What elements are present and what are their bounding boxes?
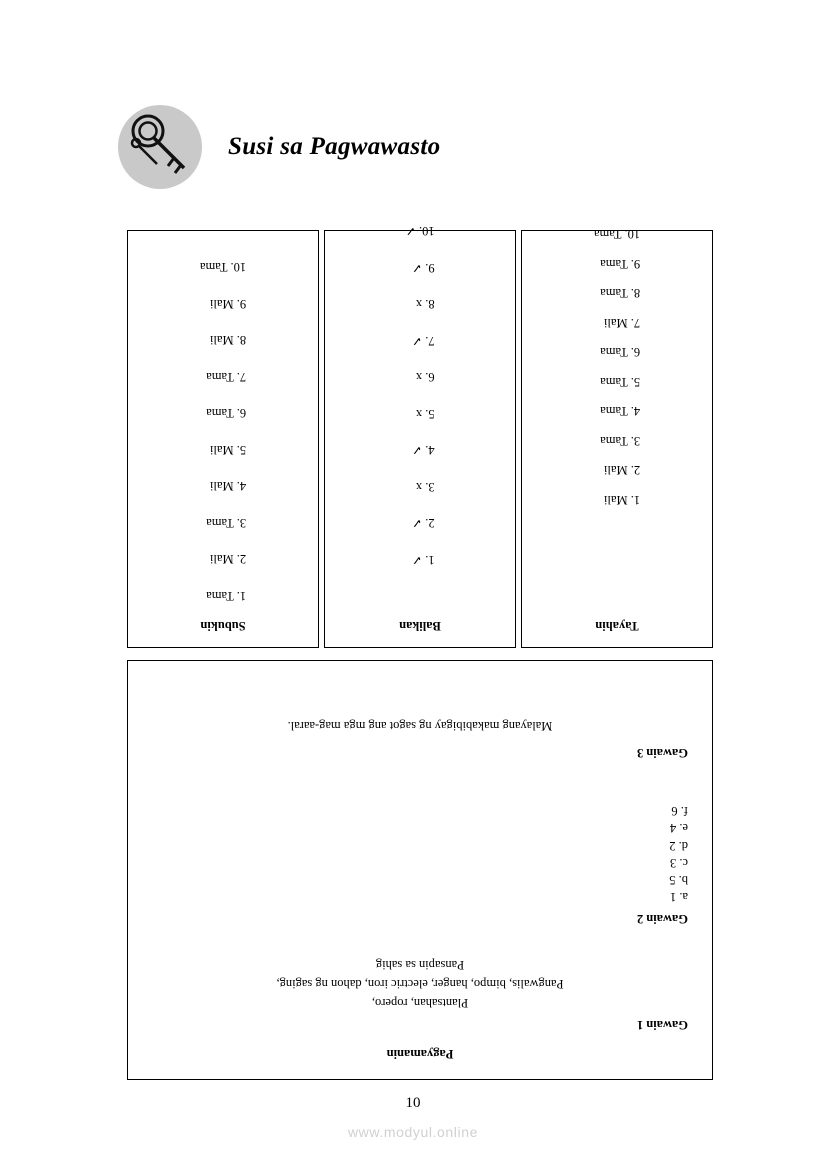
answer-box-tayahin	[521, 227, 713, 648]
list-item: 8. Tama	[600, 286, 641, 301]
answer-line: Plantsahan, ropero,	[371, 996, 469, 1010]
subsection-title-gawain-1: Gawain 1	[636, 1018, 688, 1032]
list-item: d. 2	[669, 838, 688, 853]
list-item: 6. Tama	[206, 406, 247, 421]
list-item: 4. Tama	[600, 404, 641, 419]
answer-box-pagyamanin	[127, 660, 713, 1080]
list-item: 3. x	[415, 480, 435, 494]
list-item: b. 5	[669, 873, 688, 888]
list-item: 6. Tama	[600, 345, 641, 360]
section-heading-pagyamanin: Pagyamanin	[386, 1047, 454, 1061]
watermark: www.modyul.online	[347, 1124, 479, 1140]
list-item: 3. Tama	[206, 516, 247, 530]
gawain-2-answers	[669, 802, 688, 906]
list-item: 2. Mali	[209, 552, 247, 567]
list-item: c. 3	[669, 855, 688, 870]
page-title: Susi sa Pagwawasto	[228, 133, 441, 160]
list-item: 7. ✓	[411, 334, 435, 348]
page-number: 10	[405, 1095, 421, 1111]
list-item: 5. x	[415, 407, 435, 421]
list-item: 8. Mali	[209, 333, 247, 348]
answer-box-heading: Subukin	[200, 619, 246, 633]
list-item: 10. Tama	[199, 260, 247, 275]
list-item: e. 4	[669, 821, 688, 836]
gawain-3-note: Malayang makabibigay ng sagot ang mga mag-aaral.	[287, 718, 553, 733]
answer-line: Pangwalis, bimpo, hanger, electric iron, dahon ng saging,	[276, 977, 564, 992]
gawain-1-answers	[277, 954, 564, 1011]
answer-box-heading: Balikan	[399, 619, 441, 633]
answer-box-subukin	[127, 230, 319, 648]
list-item: 7. Mali	[603, 316, 641, 330]
answer-list-balikan	[405, 201, 434, 566]
list-item: 1. Tama	[206, 589, 247, 603]
list-item: 4. Mali	[209, 479, 247, 494]
list-item: 2. ✓	[411, 516, 435, 531]
answer-list-subukin	[200, 237, 246, 602]
subsection-title-gawain-2: Gawain 2	[636, 912, 688, 927]
list-item: 4. ✓	[411, 443, 435, 458]
list-item: 9. Mali	[209, 297, 247, 311]
list-item: 10. ✓	[405, 224, 435, 239]
answer-line: Pansapin sa sahig	[375, 958, 465, 973]
page-header	[118, 105, 440, 189]
answer-box-balikan	[324, 224, 516, 648]
list-item: 5. Mali	[209, 443, 247, 457]
list-item: 1. Mali	[603, 493, 641, 507]
list-item: f. 6	[671, 804, 688, 819]
list-item: 7. Tama	[206, 370, 247, 384]
key-in-circle-icon	[118, 105, 202, 189]
list-item: 2. Mali	[603, 463, 641, 478]
subsection-title-gawain-3: Gawain 3	[636, 745, 688, 760]
list-item: 9. ✓	[411, 261, 435, 275]
list-item: 9. Tama	[600, 257, 641, 271]
list-item: a. 1	[669, 890, 688, 905]
list-item: 1. ✓	[411, 553, 435, 567]
answer-box-heading: Tayahin	[595, 619, 639, 633]
list-item: 8. x	[415, 297, 435, 312]
list-item: 10. Tama	[593, 227, 641, 242]
answer-list-tayahin	[594, 211, 640, 506]
list-item: 5. Tama	[600, 375, 641, 389]
list-item: 3. Tama	[600, 434, 641, 448]
list-item: 6. x	[415, 370, 435, 385]
